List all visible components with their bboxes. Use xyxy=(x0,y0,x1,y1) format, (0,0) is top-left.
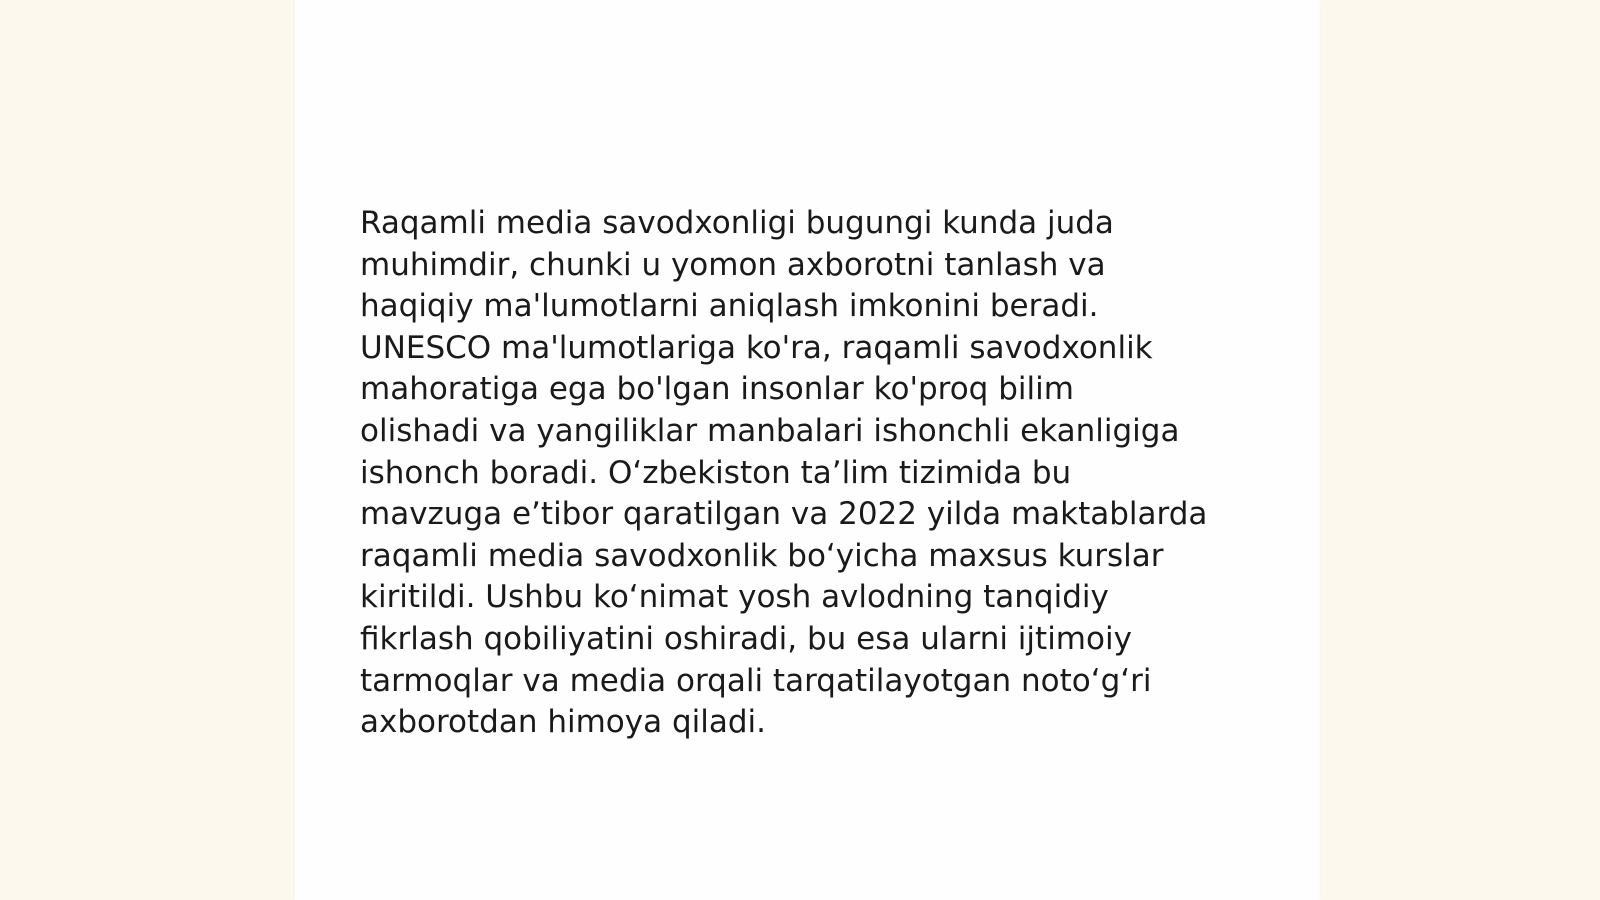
paragraph-line: kiritildi. Ushbu ko‘nimat yosh avlodning tanqidiy xyxy=(360,579,1109,616)
paragraph-line: mahoratiga ega bo'lgan insonlar ko'proq bilim xyxy=(360,371,1074,408)
paragraph-line: Raqamli media savodxonligi bugungi kunda juda xyxy=(360,205,1114,241)
paragraph-line: olishadi va yangiliklar manbalari ishonchli ekanligiga xyxy=(360,412,1180,449)
paragraph-line: fikrlash qobiliyatini oshiradi, bu esa ularni ijtimoiy xyxy=(360,620,1132,657)
paragraph-line: tarmoqlar va media orqali tarqatilayotgan noto‘g‘ri xyxy=(360,662,1152,699)
paragraph-line: haqiqiy ma'lumotlarni aniqlash imkonini beradi. xyxy=(360,288,1099,325)
paragraph-line: mavzuga e’tibor qaratilgan va 2022 yilda maktablarda xyxy=(360,496,1208,533)
paragraph-line: muhimdir, chunki u yomon axborotni tanlash va xyxy=(360,246,1106,283)
paragraph-line: axborotdan himoya qiladi. xyxy=(360,704,767,741)
paragraph-line: UNESCO ma'lumotlariga ko'ra, raqamli savodxonlik xyxy=(360,329,1153,366)
document-page xyxy=(295,0,1320,900)
body-paragraph xyxy=(360,203,1240,744)
paragraph-line: ishonch boradi. O‘zbekiston ta’lim tizimida bu xyxy=(360,454,1072,491)
paragraph-line: raqamli media savodxonlik bo‘yicha maxsus kurslar xyxy=(360,537,1164,574)
